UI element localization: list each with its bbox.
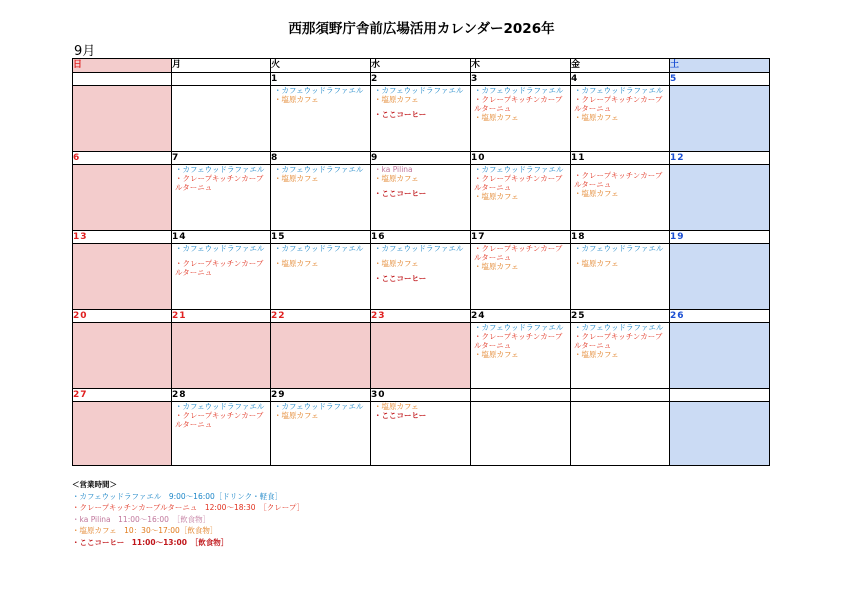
- day-cell: [371, 86, 471, 152]
- day-number: 11: [571, 152, 670, 165]
- day-cell: [73, 86, 172, 152]
- event-shio: ・塩原カフェ: [274, 174, 319, 183]
- day-cell: [172, 86, 271, 152]
- week-events-row: [73, 323, 770, 389]
- legend-item: ・ka Pilina 11:00～16:00 ［飲食物］: [72, 514, 211, 524]
- day-cell: [670, 402, 770, 466]
- day-number: 30: [371, 389, 471, 402]
- day-number: 22: [271, 310, 371, 323]
- day-number: 1: [271, 73, 371, 86]
- day-cell: [271, 165, 371, 231]
- day-cell: [73, 402, 172, 466]
- month-label: 9月: [74, 44, 96, 59]
- weekday-sun: 日: [73, 59, 172, 73]
- day-cell: [73, 165, 172, 231]
- day-number: 18: [571, 231, 670, 244]
- day-number: 7: [172, 152, 271, 165]
- day-cell: [471, 244, 571, 310]
- day-cell: [471, 86, 571, 152]
- event-shio: ・塩原カフェ: [574, 113, 619, 122]
- event-cafe: ・カフェウッドラファエル: [574, 323, 664, 332]
- day-number: 15: [271, 231, 371, 244]
- day-cell: [172, 165, 271, 231]
- event-cafe: ・カフェウッドラファエル: [574, 244, 664, 253]
- day-cell: [670, 165, 770, 231]
- legend-title: ＜営業時間＞: [72, 480, 117, 489]
- day-cell: [371, 323, 471, 389]
- day-number: [571, 389, 670, 402]
- legend-item: ・カフェウッドラファエル 9:00～16:00［ドリンク・軽食］: [72, 491, 283, 501]
- event-crepe: ・クレープキッチンカーブルターニュ: [474, 174, 563, 192]
- day-number: 20: [73, 310, 172, 323]
- day-number: 19: [670, 231, 770, 244]
- event-ka: ・ka Pilina: [374, 165, 413, 174]
- event-cafe: ・カフェウッドラファエル: [274, 244, 364, 253]
- day-number: 28: [172, 389, 271, 402]
- weekday-header-row: [73, 59, 770, 73]
- day-cell: [471, 323, 571, 389]
- day-cell: [571, 86, 670, 152]
- weekday-thu: 木: [471, 59, 571, 73]
- event-crepe: ・クレープキッチンカーブルターニュ: [474, 332, 563, 350]
- event-shio: ・塩原カフェ: [574, 189, 619, 198]
- day-number: 3: [471, 73, 571, 86]
- day-cell: [172, 244, 271, 310]
- weekday-wed: 水: [371, 59, 471, 73]
- day-number: [172, 73, 271, 86]
- day-number: 26: [670, 310, 770, 323]
- day-cell: [571, 165, 670, 231]
- event-cafe: ・カフェウッドラファエル: [274, 402, 364, 411]
- event-koko: ・ここコーヒー: [374, 411, 427, 420]
- event-shio: ・塩原カフェ: [474, 192, 519, 201]
- day-number: 8: [271, 152, 371, 165]
- week-events-row: [73, 86, 770, 152]
- day-cell: [670, 244, 770, 310]
- event-crepe: ・クレープキッチンカーブルターニュ: [574, 171, 663, 189]
- event-shio: ・塩原カフェ: [474, 262, 519, 271]
- event-shio: ・塩原カフェ: [574, 259, 619, 268]
- event-crepe: ・クレープキッチンカーブルターニュ: [574, 332, 663, 350]
- day-cell: [271, 244, 371, 310]
- day-number: 27: [73, 389, 172, 402]
- event-koko: ・ここコーヒー: [374, 274, 427, 283]
- event-cafe: ・カフェウッドラファエル: [175, 165, 265, 174]
- event-cafe: ・カフェウッドラファエル: [274, 165, 364, 174]
- event-shio: ・塩原カフェ: [474, 350, 519, 359]
- event-cafe: ・カフェウッドラファエル: [175, 244, 265, 253]
- week-events-row: [73, 402, 770, 466]
- event-cafe: ・カフェウッドラファエル: [374, 86, 464, 95]
- day-cell: [271, 402, 371, 466]
- legend-item: ・ここコーヒー 11:00～13:00 ［飲食物］: [72, 537, 229, 547]
- event-shio: ・塩原カフェ: [374, 95, 419, 104]
- event-crepe: ・クレープキッチンカーブルターニュ: [474, 95, 563, 113]
- calendar-table: [72, 58, 770, 466]
- day-number: 16: [371, 231, 471, 244]
- event-cafe: ・カフェウッドラファエル: [474, 165, 564, 174]
- day-cell: [571, 402, 670, 466]
- day-number: 25: [571, 310, 670, 323]
- day-cell: [172, 402, 271, 466]
- day-cell: [271, 323, 371, 389]
- day-cell: [371, 244, 471, 310]
- day-number: 10: [471, 152, 571, 165]
- event-cafe: ・カフェウッドラファエル: [474, 86, 564, 95]
- day-cell: [571, 323, 670, 389]
- business-hours-legend: [72, 479, 304, 549]
- day-number: 23: [371, 310, 471, 323]
- day-number: [73, 73, 172, 86]
- day-cell: [371, 165, 471, 231]
- event-crepe: ・クレープキッチンカーブルターニュ: [175, 259, 264, 277]
- day-number: 12: [670, 152, 770, 165]
- day-cell: [371, 402, 471, 466]
- week-number-row: [73, 231, 770, 244]
- day-cell: [670, 86, 770, 152]
- event-cafe: ・カフェウッドラファエル: [374, 244, 464, 253]
- day-cell: [670, 323, 770, 389]
- week-number-row: [73, 310, 770, 323]
- day-cell: [471, 165, 571, 231]
- weekday-sat: 土: [670, 59, 770, 73]
- legend-item: ・クレープキッチンカーブルターニュ 12:00～18:30 ［クレープ］: [72, 503, 305, 513]
- week-events-row: [73, 165, 770, 231]
- day-cell: [571, 244, 670, 310]
- day-number: 9: [371, 152, 471, 165]
- event-cafe: ・カフェウッドラファエル: [474, 323, 564, 332]
- day-cell: [172, 323, 271, 389]
- day-cell: [73, 323, 172, 389]
- week-number-row: [73, 152, 770, 165]
- day-number: 13: [73, 231, 172, 244]
- day-number: 24: [471, 310, 571, 323]
- event-crepe: ・クレープキッチンカーブルターニュ: [574, 95, 663, 113]
- event-crepe: ・クレープキッチンカーブルターニュ: [175, 411, 264, 429]
- weekday-mon: 月: [172, 59, 271, 73]
- day-number: 2: [371, 73, 471, 86]
- event-cafe: ・カフェウッドラファエル: [274, 86, 364, 95]
- event-shio: ・塩原カフェ: [374, 174, 419, 183]
- day-number: 21: [172, 310, 271, 323]
- day-number: 14: [172, 231, 271, 244]
- weekday-tue: 火: [271, 59, 371, 73]
- event-shio: ・塩原カフェ: [374, 259, 419, 268]
- day-number: [471, 389, 571, 402]
- day-cell: [271, 86, 371, 152]
- day-cell: [471, 402, 571, 466]
- day-number: 5: [670, 73, 770, 86]
- day-number: 4: [571, 73, 670, 86]
- week-number-row: [73, 389, 770, 402]
- weekday-fri: 金: [571, 59, 670, 73]
- day-number: 17: [471, 231, 571, 244]
- page-title: 西那須野庁舎前広場活用カレンダー2026年: [288, 21, 555, 37]
- event-koko: ・ここコーヒー: [374, 110, 427, 119]
- event-shio: ・塩原カフェ: [274, 259, 319, 268]
- event-crepe: ・クレープキッチンカーブルターニュ: [474, 244, 563, 262]
- event-cafe: ・カフェウッドラファエル: [574, 86, 664, 95]
- event-shio: ・塩原カフェ: [274, 411, 319, 420]
- event-shio: ・塩原カフェ: [374, 402, 419, 411]
- event-koko: ・ここコーヒー: [374, 189, 427, 198]
- event-shio: ・塩原カフェ: [474, 113, 519, 122]
- event-shio: ・塩原カフェ: [574, 350, 619, 359]
- day-number: [670, 389, 770, 402]
- week-events-row: [73, 244, 770, 310]
- legend-item: ・塩原カフェ 10：30～17:00［飲食物］: [72, 526, 218, 536]
- event-crepe: ・クレープキッチンカーブルターニュ: [175, 174, 264, 192]
- day-number: 6: [73, 152, 172, 165]
- event-shio: ・塩原カフェ: [274, 95, 319, 104]
- event-cafe: ・カフェウッドラファエル: [175, 402, 265, 411]
- week-number-row: [73, 73, 770, 86]
- day-cell: [73, 244, 172, 310]
- day-number: 29: [271, 389, 371, 402]
